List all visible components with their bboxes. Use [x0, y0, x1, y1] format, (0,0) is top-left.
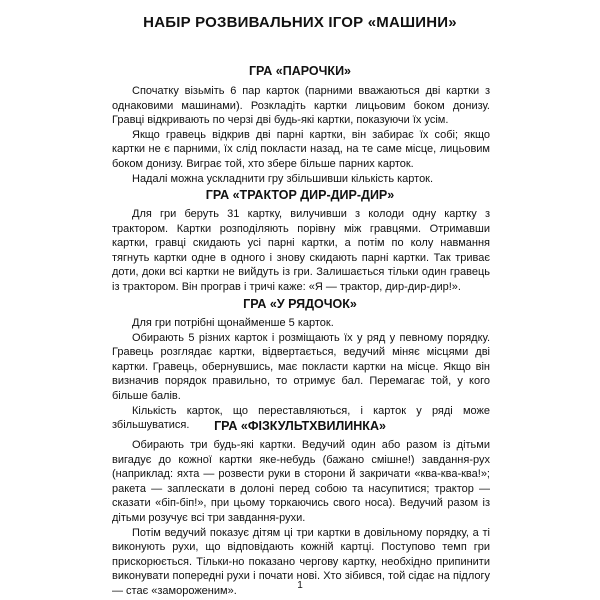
paragraph: Спочатку візьміть 6 пар карток (парними вважаються дві картки з однаковими машинами). Розкладіть картки лицьовим боком донизу. Гравці відкривають по черзі дві будь-які картки, показуючи їх усім. — [112, 85, 490, 127]
heading-fizkultkhvylynka: ГРА «ФІЗКУЛЬТХВИЛИНКА» — [214, 419, 386, 433]
paragraph: Кількість карток, що переставляються, і карток у ряді може збільшуватися. — [112, 404, 490, 432]
heading-parochky: ГРА «ПАРОЧКИ» — [248, 64, 352, 78]
section-fizkultkhvylynka — [112, 438, 490, 599]
section-traktor — [112, 207, 490, 295]
paragraph: Для гри беруть 31 картку, вилучивши з колоди одну картку з трактором. Картки розподіляють порівну між гравцями. Отримавши картки, гравці скидають усі парні картки, а потім по колу навмання тягнуть картки одне в одного і знову скидають парні картки. Так триває доти, доки всі картки не вийдуть із гри. Залишається тільки один гравець із трактором. Він програв і тричі каже: «Я — трактор, дир-дир-дир!». — [112, 208, 490, 293]
paragraph: Потім ведучий показує дітям ці три картки в довільному порядку, а ті виконують рухи, що відповідають кожній картці. Поступово темп гри прискорюється. Тільки-но показано чергову картку, необхідно припинити виконувати попередні рухи і почати нові. Хто зібився, той сідає на підлогу — стає «замороженим». — [112, 526, 490, 597]
section-u-riadochok — [112, 316, 490, 433]
paragraph: Обирають 5 різних карток і розміщають їх у ряд у певному порядку. Гравець розглядає картки, відвертається, ведучий міняє місцями дві картки. Гравець, обернувшись, має покласти картки на місце. Якщо він визначив порядок правильно, то отримує бал. Перемагає той, у кого більше балів. — [112, 331, 490, 402]
paragraph: Обирають три будь-які картки. Ведучий один або разом із дітьми вигадує до кожної картки яке-небудь (бажано смішне!) завдання-рух (наприклад: яхта — розвести руки в сторони й закричати «ква-ква-ква!»; ракета — заплескати в долоні перед собою та насупитися; трактор — сказати «біп-біп!», при цьому торкаючись свого носа). Ведучий разом із дітьми розучує всі три завдання-рухи. — [112, 439, 490, 524]
page-number: 1 — [297, 580, 303, 591]
document-title: НАБІР РОЗВИВАЛЬНИХ ІГОР «МАШИНИ» — [143, 14, 457, 31]
heading-u-riadochok: ГРА «У РЯДОЧОК» — [243, 297, 357, 311]
paragraph: Надалі можна ускладнити гру збільшивши кількість карток. — [132, 172, 434, 185]
paragraph: Для гри потрібні щонайменше 5 карток. — [132, 317, 334, 329]
paragraph: Якщо гравець відкрив дві парні картки, він забирає їх собі; якщо картки не є парними, їх слід покласти назад, на те саме місце, лицьовим боком донизу. Виграє той, хто збере більше парних карток. — [112, 128, 490, 170]
heading-traktor: ГРА «ТРАКТОР ДИР-ДИР-ДИР» — [205, 188, 395, 202]
section-parochky — [112, 84, 490, 186]
